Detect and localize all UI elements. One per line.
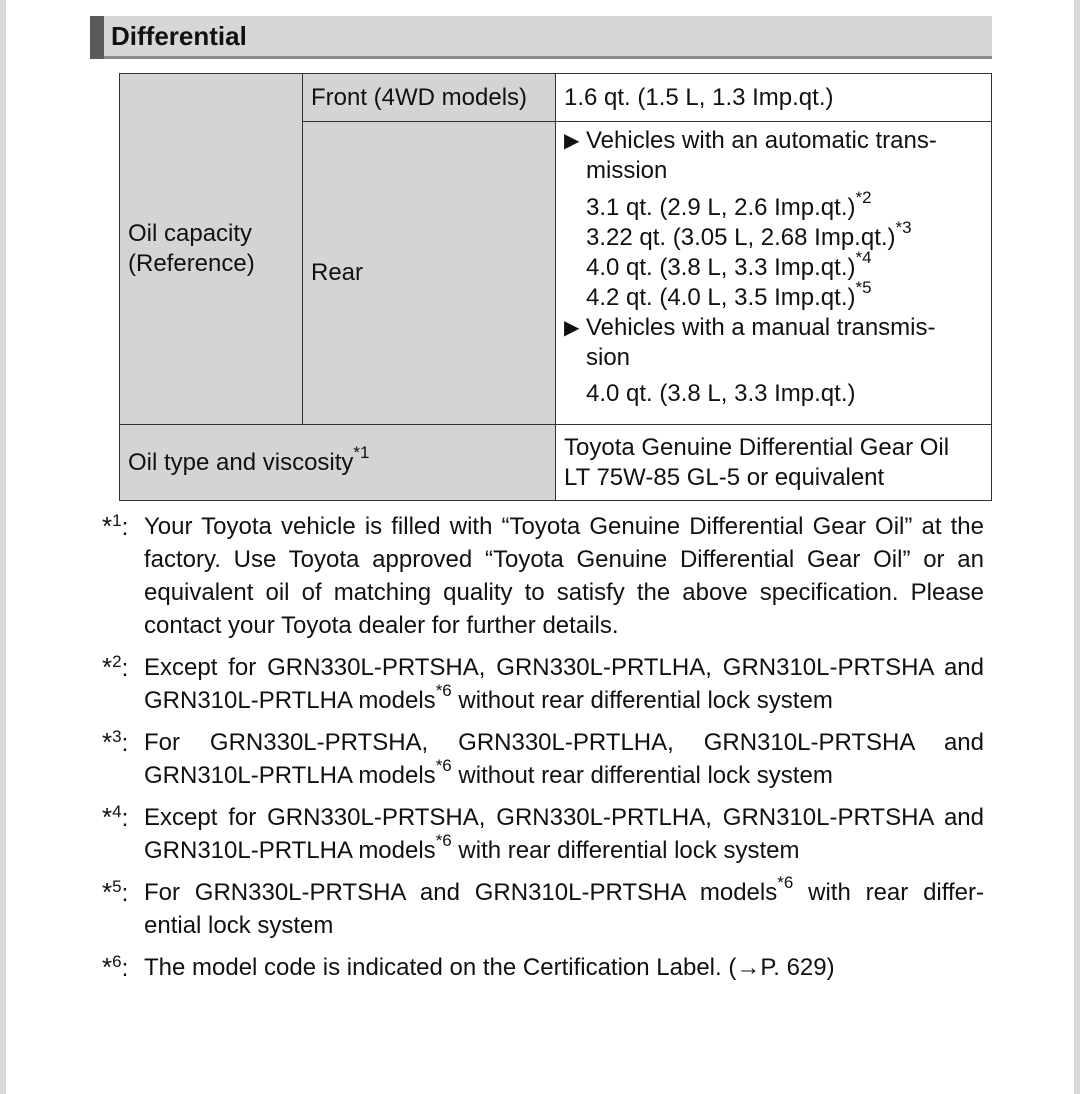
capacity-value-row bbox=[564, 218, 983, 253]
table-row bbox=[120, 74, 992, 122]
oil-capacity-reference-label: (Reference) bbox=[128, 250, 255, 277]
footnote-marker: *$^5$: bbox=[102, 877, 129, 907]
footnote-text: Your Toyota vehicle is filled with “Toyota Genuine Differential Gear Oil” at the factory. Use Toyota approved “Toyota Genuine Differential Gear Oil” or an equivalent oil of matching quality to satisfy the above specification. Please contact your Toyota dealer for further details. bbox=[144, 513, 984, 639]
footnote-marker: *$^2$: bbox=[102, 652, 129, 682]
automatic-heading-line-1: Vehicles with an automatic trans- bbox=[586, 127, 937, 154]
front-value: 1.6 qt. (1.5 L, 1.3 Imp.qt.) bbox=[564, 83, 834, 111]
capacity-value: 4.0 qt. (3.8 L, 3.3 Imp.qt.) bbox=[586, 254, 856, 281]
triangle-bullet-icon: ▶ bbox=[564, 317, 580, 339]
oil-capacity-label: Oil capacity bbox=[128, 220, 253, 247]
oil-type-label: Oil type and viscosity bbox=[128, 448, 354, 476]
footnote-marker: *$^1$: bbox=[102, 511, 129, 541]
table-row bbox=[120, 425, 992, 501]
oil-type-value-cell bbox=[556, 425, 992, 501]
manual-transmission-heading bbox=[564, 313, 983, 343]
capacity-value: 3.22 qt. (3.05 L, 2.68 Imp.qt.) bbox=[586, 224, 896, 251]
rear-value-cell bbox=[556, 122, 992, 425]
front-label: Front (4WD models) bbox=[311, 83, 528, 111]
rear-label: Rear bbox=[311, 259, 364, 286]
footnote-marker: *$^6$: bbox=[102, 952, 129, 982]
capacity-value: 4.2 qt. (4.0 L, 3.5 Imp.qt.) bbox=[586, 284, 856, 311]
front-value-cell bbox=[556, 74, 992, 122]
footnote-ref: *4 bbox=[855, 248, 872, 267]
footnote-text: Except for GRN330L-PRTSHA, GRN330L-PRTLHA, GRN310L-PRTSHA and GRN310L-PRTLHA models$^{*6}$ with rear differential lock system bbox=[144, 804, 984, 864]
differential-spec-table bbox=[119, 73, 992, 501]
oil-type-value-line-1: Toyota Genuine Differential Gear Oil bbox=[564, 433, 950, 461]
automatic-heading-line-2: mission bbox=[586, 157, 668, 184]
manual-capacity-value: 4.0 qt. (3.8 L, 3.3 Imp.qt.) bbox=[586, 380, 856, 407]
footnote-text: The model code is indicated on the Certification Label. (→P. 629) bbox=[144, 954, 835, 981]
footnote-text: For GRN330L-PRTSHA, GRN330L-PRTLHA, GRN310L-PRTSHA and GRN310L-PRTLHA models$^{*6}$ without rear differential lock system bbox=[144, 729, 984, 789]
footnote-marker: *$^4$: bbox=[102, 802, 129, 832]
footnote bbox=[102, 801, 984, 867]
oil-type-value-line-2: LT 75W-85 GL-5 or equivalent bbox=[564, 463, 885, 491]
footnote-ref: *2 bbox=[855, 188, 872, 207]
capacity-value-row bbox=[564, 248, 983, 283]
footnote bbox=[102, 951, 984, 985]
footnote-ref: *3 bbox=[895, 218, 912, 237]
rear-label-cell bbox=[303, 122, 556, 425]
section-header-bar bbox=[90, 16, 104, 59]
footnotes bbox=[102, 510, 984, 994]
footnote bbox=[102, 726, 984, 792]
capacity-value: 3.1 qt. (2.9 L, 2.6 Imp.qt.) bbox=[586, 194, 856, 221]
triangle-bullet-icon: ▶ bbox=[564, 130, 580, 152]
footnote bbox=[102, 873, 984, 942]
footnote-text: Except for GRN330L-PRTSHA, GRN330L-PRTLHA, GRN310L-PRTSHA and GRN310L-PRTLHA models$^{*6}$ without rear differential lock system bbox=[144, 654, 984, 714]
footnote-marker: *$^3$: bbox=[102, 727, 129, 757]
footnote-text: For GRN330L-PRTSHA and GRN310L-PRTSHA models$^{*6}$ with rear differ-ential lock system bbox=[144, 873, 984, 939]
oil-capacity-label-cell bbox=[120, 74, 303, 425]
manual-heading-line-1: Vehicles with a manual transmis- bbox=[586, 314, 936, 341]
automatic-transmission-heading bbox=[564, 126, 983, 156]
footnote bbox=[102, 651, 984, 717]
capacity-value-row bbox=[564, 278, 983, 313]
section-title: Differential bbox=[111, 21, 247, 51]
footnote-ref: *1 bbox=[353, 442, 370, 462]
manual-page bbox=[6, 0, 1074, 1094]
front-label-cell bbox=[303, 74, 556, 122]
footnote bbox=[102, 510, 984, 642]
manual-heading-line-2: sion bbox=[586, 344, 631, 371]
capacity-value-row bbox=[564, 188, 983, 223]
section-header bbox=[90, 16, 992, 59]
footnote-ref: *5 bbox=[855, 278, 872, 297]
oil-type-label-cell bbox=[120, 425, 556, 501]
